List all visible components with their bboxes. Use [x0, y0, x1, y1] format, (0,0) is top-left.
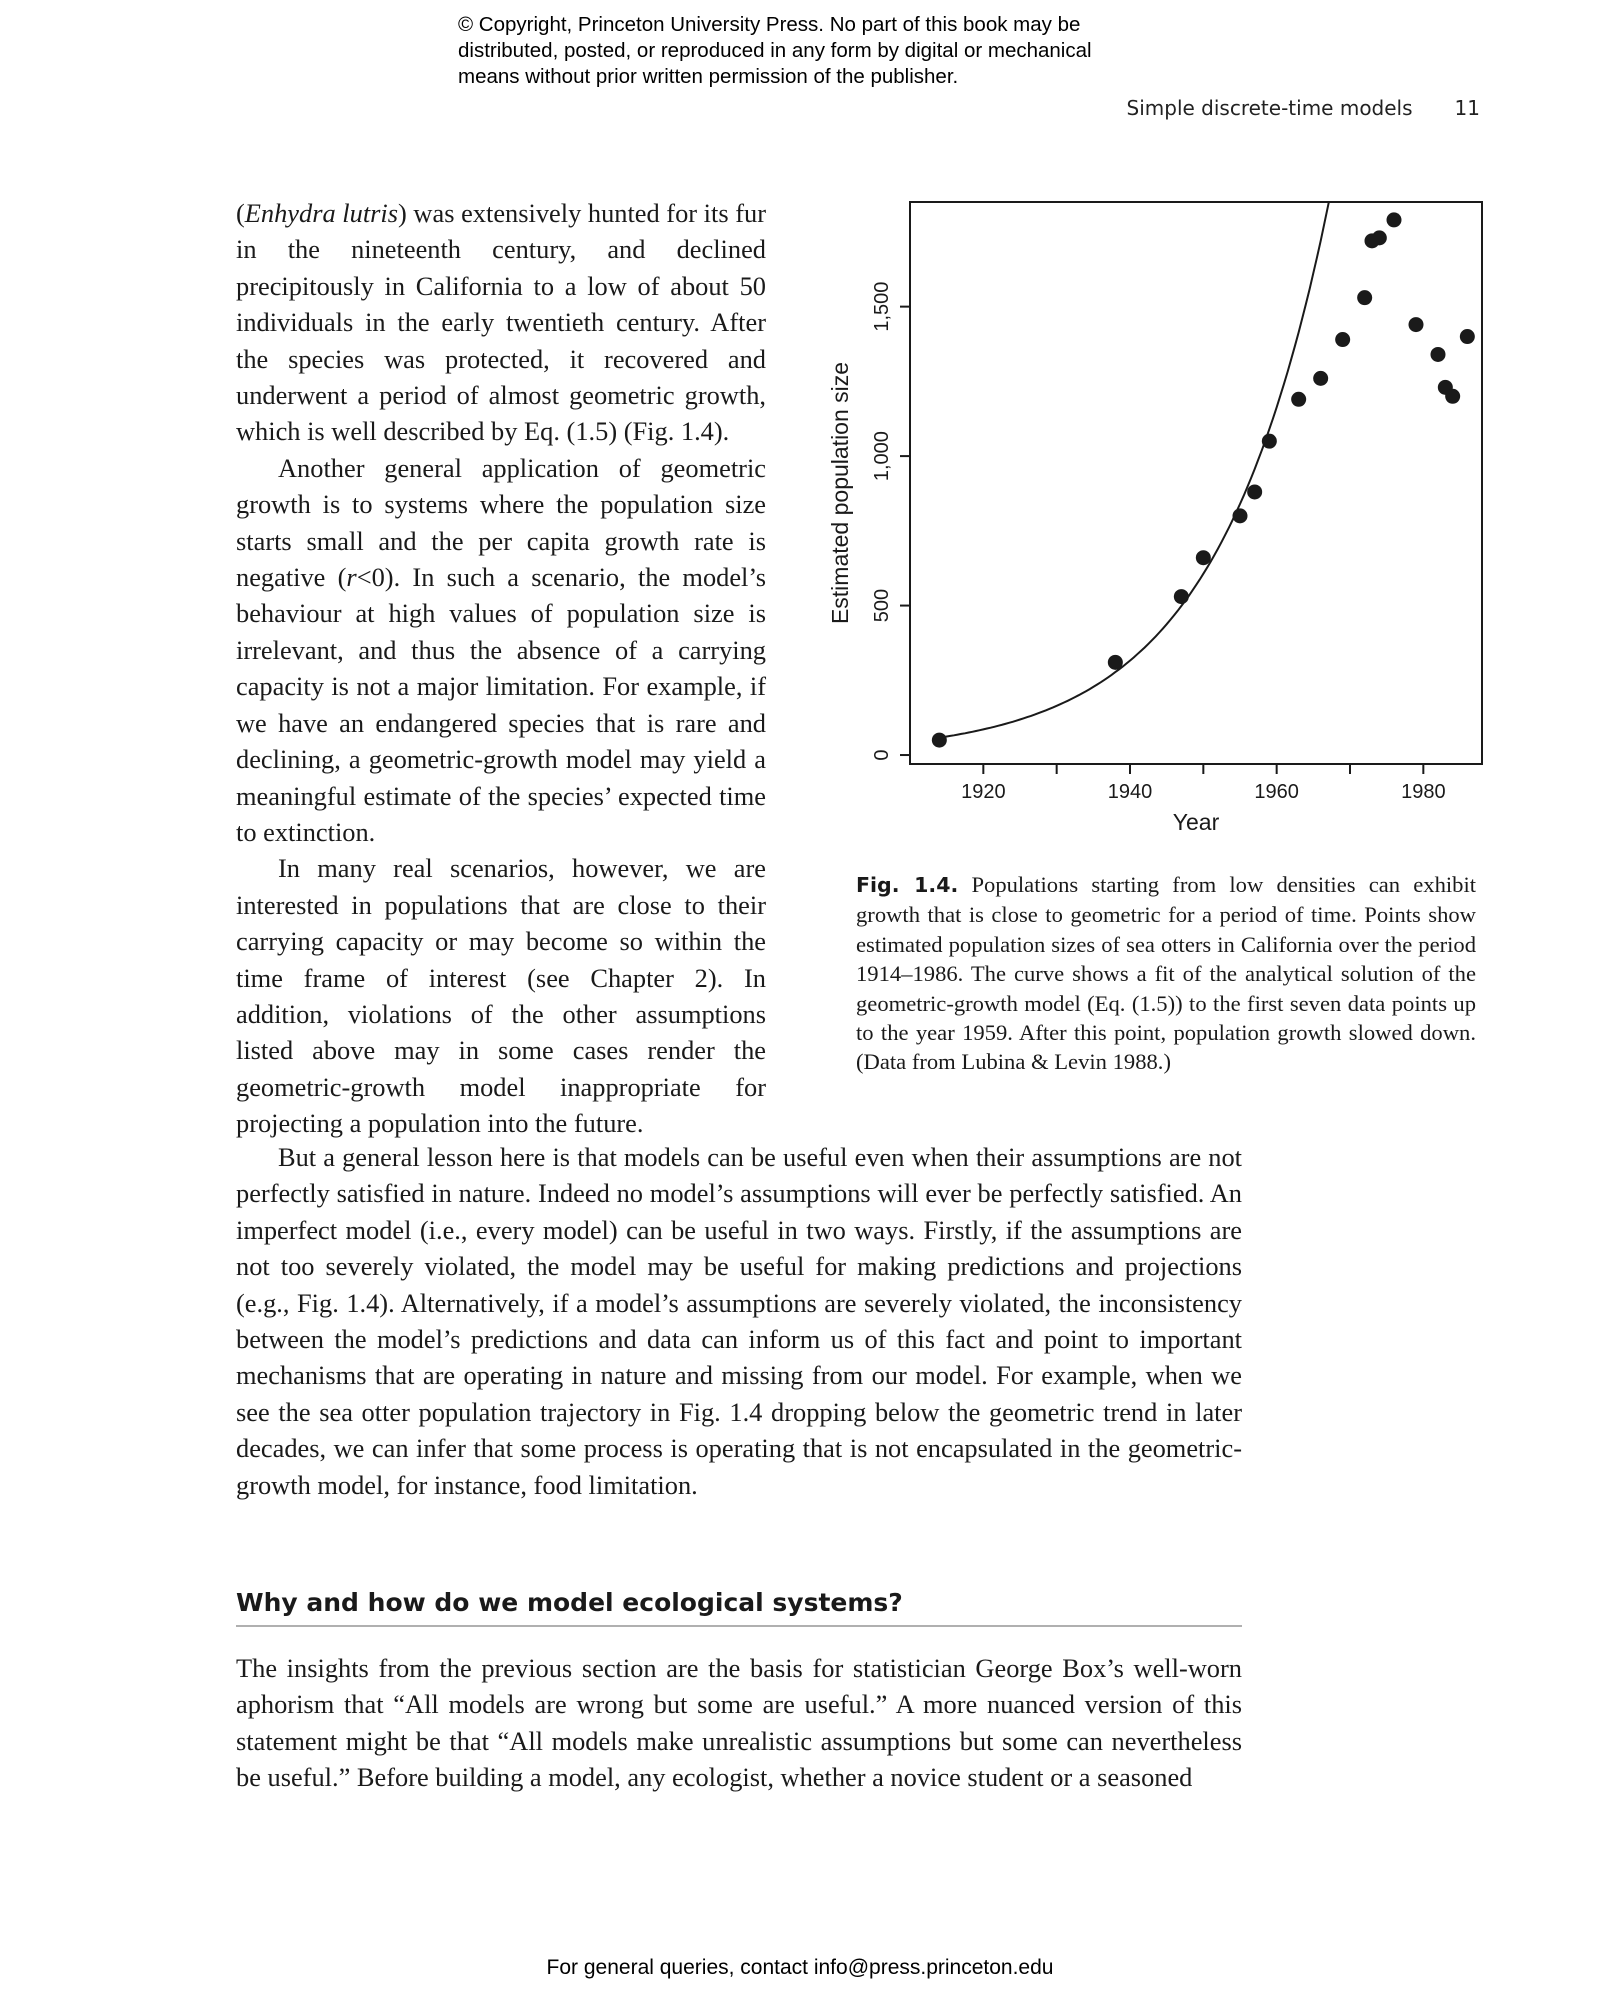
copyright-line: means without prior written permission of the publisher.	[458, 65, 959, 88]
running-head-title: Simple discrete-time models	[1126, 96, 1413, 120]
math-variable: r	[346, 562, 357, 593]
running-head	[1127, 96, 1480, 120]
section-text	[236, 1650, 1242, 1796]
data-point	[1313, 371, 1328, 386]
copyright-line: © Copyright, Princeton University Press. No part of this book may be	[458, 13, 1081, 36]
data-point	[1460, 329, 1475, 344]
data-point	[1431, 347, 1446, 362]
x-tick-label: 1920	[961, 781, 1006, 803]
data-point	[1409, 317, 1424, 332]
paragraph: The insights from the previous section are the basis for statistician George Box’s well-worn aphorism that “All models are wrong but some are useful.” A more nuanced version of this statement might be that “All models make unrealistic assumptions but some can nevertheless be useful.” Before building a model, any ecologist, whether a novice student or a seasoned	[236, 1653, 1242, 1793]
data-point	[1335, 332, 1350, 347]
y-tick-label: 1,000	[871, 431, 893, 482]
data-point	[1233, 508, 1248, 523]
paragraph: Another general application of geometric growth is to systems where the population size starts small and the per capita growth rate is negative (r<0). In such a scenario, the model’s behaviour at high values of population size is irrelevant, and thus the absence of a carrying capacity is not a major limitation. For example, if we have an endangered species that is rare and declining, a geometric-growth model may yield a meaningful estimate of the species’ expected time to extinction.	[236, 452, 766, 847]
paragraph: (Enhydra lutris) was extensively hunted for its fur in the nineteenth century, and declined precipitously in California to a low of about 50 individuals in the early twentieth century. After the species was protected, it recovered and underwent a period of almost geometric growth, which is well described by Eq. (1.5) (Fig. 1.4).	[236, 198, 766, 447]
left-column-text	[236, 195, 766, 1142]
x-axis-label: Year	[1172, 809, 1220, 835]
x-tick-label: 1960	[1254, 781, 1299, 803]
scatter-chart	[826, 190, 1486, 850]
data-point	[1108, 655, 1123, 670]
footer-contact: For general queries, contact info@press.princeton.edu	[546, 1956, 1054, 1979]
section-heading: Why and how do we model ecological systems?	[236, 1588, 1242, 1627]
data-point	[1196, 550, 1211, 565]
data-point	[1174, 589, 1189, 604]
fit-curve-layer	[939, 190, 1364, 738]
page-number: 11	[1454, 96, 1480, 120]
copyright-line: distributed, posted, or reproduced in any form by digital or mechanical	[458, 39, 1092, 62]
data-point	[1357, 290, 1372, 305]
y-axis-label: Estimated population size	[827, 361, 853, 625]
data-point	[1445, 389, 1460, 404]
fit-curve	[939, 190, 1364, 738]
data-points	[932, 212, 1475, 747]
data-point	[1262, 434, 1277, 449]
figure-caption	[856, 870, 1476, 1077]
paragraph: In many real scenarios, however, we are interested in populations that are close to their carrying capacity or may become so within the time frame of interest (see Chapter 2). In addition, violations of the other assumptions listed above may in some cases render the geometric-growth model inappropriate for projecting a population into the future.	[236, 853, 766, 1139]
data-point	[1372, 230, 1387, 245]
data-point	[1387, 212, 1402, 227]
figure-1-4	[826, 190, 1486, 850]
chart-axes	[871, 202, 1482, 803]
y-tick-label: 500	[871, 588, 893, 623]
figure-caption-text: Populations starting from low densities can exhibit growth that is close to geometric for a period of time. Points show estimated population sizes of sea otters in California over the period 1914–1986. The curve shows a fit of the analytical solution of the geometric-growth model (Eq. (1.5)) to the first seven data points up to the year 1959. After this point, population growth slowed down. (Data from Lubina & Levin 1988.)	[856, 872, 1476, 1075]
plot-frame	[910, 202, 1482, 764]
figure-label: Fig. 1.4.	[856, 873, 959, 897]
data-point	[1291, 392, 1306, 407]
species-name: Enhydra lutris	[244, 198, 399, 228]
data-point	[1247, 484, 1262, 499]
data-point	[932, 733, 947, 748]
y-tick-label: 0	[871, 749, 893, 761]
x-tick-label: 1940	[1107, 781, 1153, 803]
full-width-text	[236, 1139, 1242, 1503]
y-tick-label: 1,500	[871, 281, 893, 332]
paragraph: But a general lesson here is that models can be useful even when their assumptions are not perfectly satisfied in nature. Indeed no model’s assumptions will ever be perfectly satisfied. An imperfect model (i.e., every model) can be useful in two ways. Firstly, if the assumptions are not too severely violated, the model may be useful for making predictions and projections (e.g., Fig. 1.4). Alternatively, if a model’s assumptions are severely violated, the inconsistency between the model’s predictions and data can inform us of this fact and point to important mechanisms that are operating in nature and missing from our model. For example, when we see the sea otter population trajectory in Fig. 1.4 dropping below the geometric trend in later decades, we can infer that some process is operating that is not encapsulated in the geometric-growth model, for instance, food limitation.	[236, 1142, 1242, 1500]
copyright-notice	[458, 12, 1218, 90]
x-tick-label: 1980	[1401, 781, 1446, 803]
